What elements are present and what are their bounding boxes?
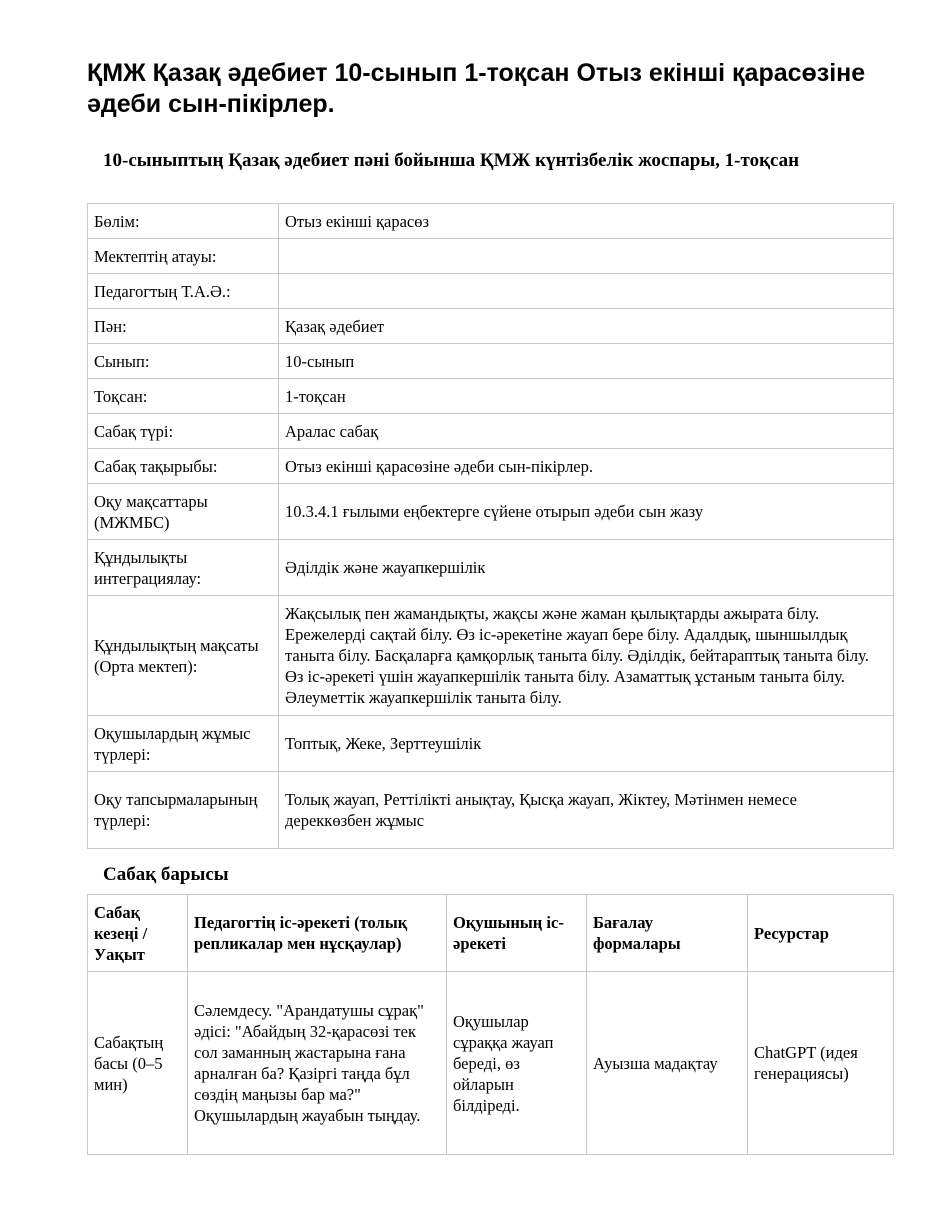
- school-name-label: Мектептің атауы:: [88, 239, 279, 274]
- table-row: [88, 204, 894, 239]
- table-row: [88, 379, 894, 414]
- table-row: [88, 484, 894, 540]
- resources-cell: ChatGPT (идея генерациясы): [748, 972, 894, 1155]
- table-row: [88, 540, 894, 596]
- lesson-progress-heading: Сабақ барысы: [103, 864, 229, 885]
- table-row: [88, 239, 894, 274]
- grade-label: Сынып:: [88, 344, 279, 379]
- table-row: [88, 972, 894, 1155]
- section-value: Отыз екінші қарасөз: [279, 204, 894, 239]
- teacher-name-value: [279, 274, 894, 309]
- work-forms-value: Топтық, Жеке, Зерттеушілік: [279, 716, 894, 772]
- quarter-value: 1-тоқсан: [279, 379, 894, 414]
- learning-objectives-value: 10.3.4.1 ғылыми еңбектерге сүйене отырып әдеби сын жазу: [279, 484, 894, 540]
- column-header-stage: Сабақ кезеңі / Уақыт: [88, 895, 188, 972]
- lesson-info-table: [87, 203, 894, 849]
- document-title: ҚМЖ Қазақ әдебиет 10-сынып 1-тоқсан Отыз екінші қарасөзіне әдеби сын-пікірлер.: [87, 59, 866, 118]
- value-integration-value: Әділдік және жауапкершілік: [279, 540, 894, 596]
- table-row: [88, 449, 894, 484]
- table-header-row: [88, 895, 894, 972]
- table-row: [88, 716, 894, 772]
- plan-heading: 10-сыныптың Қазақ әдебиет пәні бойынша ҚМЖ күнтізбелік жоспары, 1-тоқсан: [103, 150, 800, 171]
- section-label: Бөлім:: [88, 204, 279, 239]
- lesson-topic-label: Сабақ тақырыбы:: [88, 449, 279, 484]
- column-header-student-activity: Оқушының іс-әрекеті: [447, 895, 587, 972]
- column-header-assessment: Бағалау формалары: [587, 895, 748, 972]
- table-row: [88, 309, 894, 344]
- value-goal-label: Құндылықтың мақсаты (Орта мектеп):: [88, 596, 279, 716]
- column-header-resources: Ресурстар: [748, 895, 894, 972]
- task-types-label: Оқу тапсырмаларының түрлері:: [88, 772, 279, 849]
- table-row: [88, 414, 894, 449]
- learning-objectives-label: Оқу мақсаттары (МЖМБС): [88, 484, 279, 540]
- column-header-teacher-activity: Педагогтің іс-әрекеті (толық репликалар мен нұсқаулар): [188, 895, 447, 972]
- subject-value: Қазақ әдебиет: [279, 309, 894, 344]
- table-row: [88, 596, 894, 716]
- table-row: [88, 344, 894, 379]
- table-row: [88, 772, 894, 849]
- value-goal-value: Жақсылық пен жамандықты, жақсы және жаман қылықтарды ажырата білу. Ережелерді сақтай білу. Өз іс-әрекетіне жауап бере білу. Адалдық, шыншылдық таныта білу. Басқаларға қамқорлық таныта білу. Әділдік, бейтараптық таныта білу. Өз іс-әрекеті үшін жауапкершілік таныта білу. Азаматтық ұстаным таныта білу. Әлеуметтік жауапкершілік таныта білу.: [279, 596, 894, 716]
- assessment-cell: Ауызша мадақтау: [587, 972, 748, 1155]
- lesson-progress-table: [87, 894, 894, 1155]
- grade-value: 10-сынып: [279, 344, 894, 379]
- teacher-activity-cell: Сәлемдесу. "Арандатушы сұрақ" әдісі: "Абайдың 32-қарасөзі тек сол заманның жастарына ғана арналған ба? Қазіргі таңда бұл сөздің маңызы бар ма?" Оқушылардың жауабын тыңдау.: [188, 972, 447, 1155]
- value-integration-label: Құндылықты интеграциялау:: [88, 540, 279, 596]
- student-activity-cell: Оқушылар сұраққа жауап береді, өз ойларын білдіреді.: [447, 972, 587, 1155]
- quarter-label: Тоқсан:: [88, 379, 279, 414]
- work-forms-label: Оқушылардың жұмыс түрлері:: [88, 716, 279, 772]
- teacher-name-label: Педагогтың Т.А.Ә.:: [88, 274, 279, 309]
- subject-label: Пән:: [88, 309, 279, 344]
- task-types-value: Толық жауап, Реттілікті анықтау, Қысқа жауап, Жіктеу, Мәтінмен немесе дереккөзбен жұмыс: [279, 772, 894, 849]
- lesson-type-value: Аралас сабақ: [279, 414, 894, 449]
- lesson-topic-value: Отыз екінші қарасөзіне әдеби сын-пікірлер.: [279, 449, 894, 484]
- school-name-value: [279, 239, 894, 274]
- lesson-type-label: Сабақ түрі:: [88, 414, 279, 449]
- table-row: [88, 274, 894, 309]
- stage-cell: Сабақтың басы (0–5 мин): [88, 972, 188, 1155]
